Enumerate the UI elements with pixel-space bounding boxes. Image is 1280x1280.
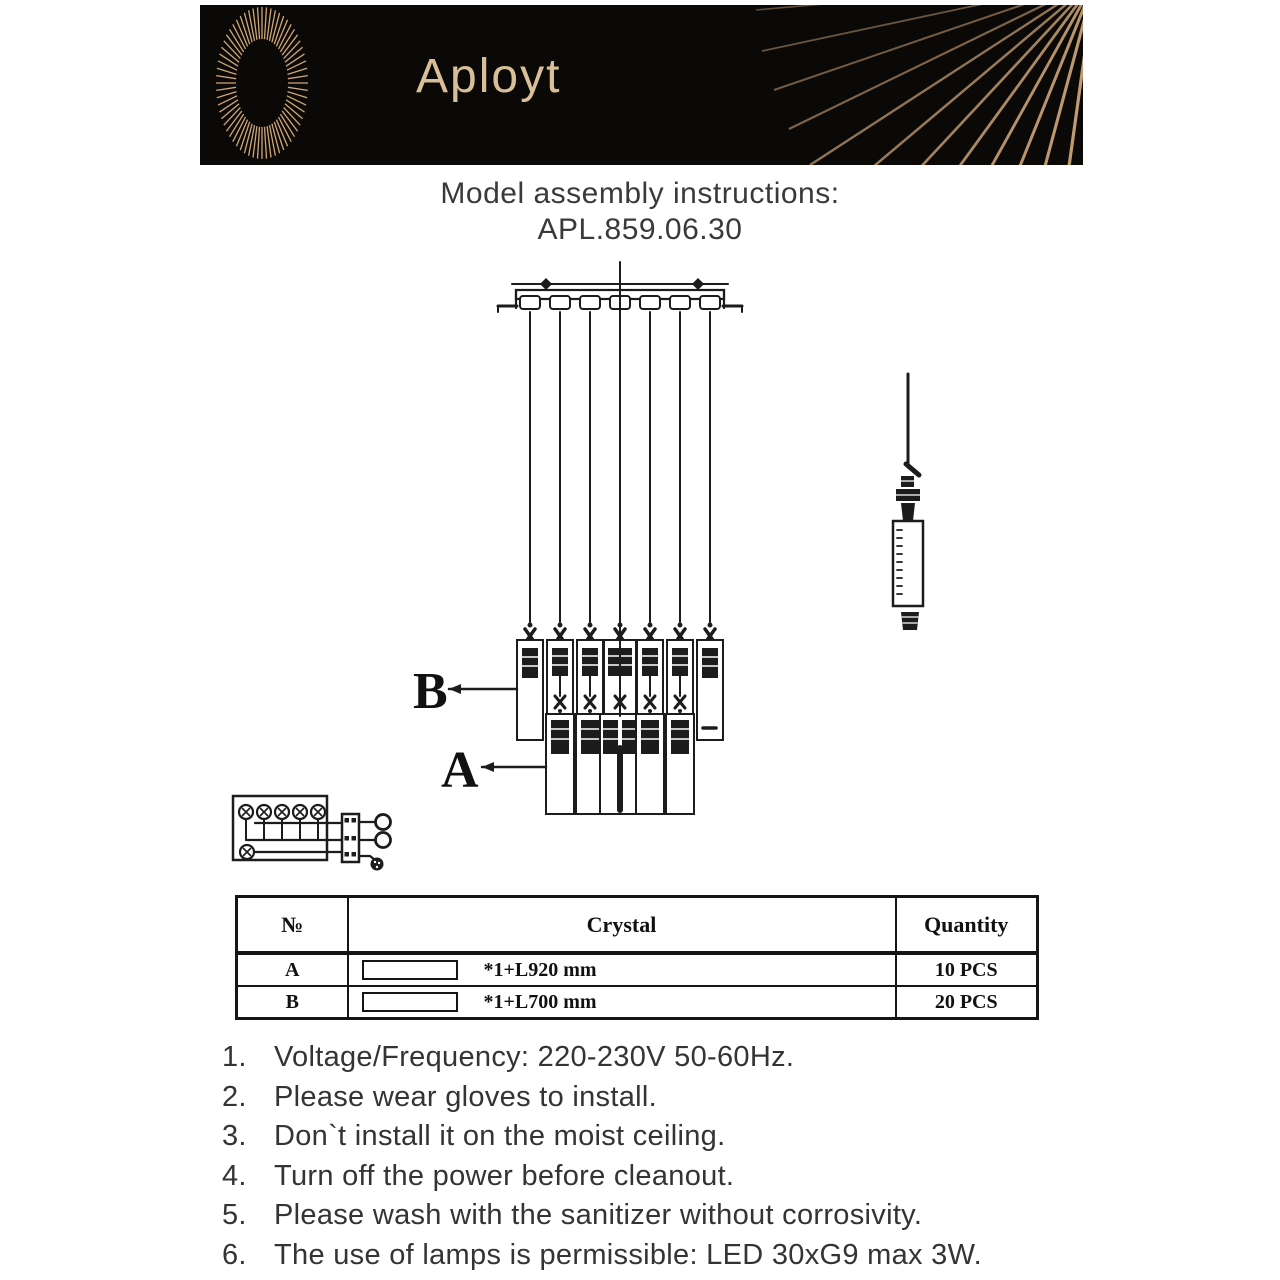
column-header-quantity: Quantity bbox=[896, 897, 1038, 954]
item-number: 3. bbox=[222, 1120, 247, 1153]
item-number: 4. bbox=[222, 1159, 247, 1192]
table-row bbox=[237, 986, 1038, 1019]
list-item bbox=[222, 1078, 1102, 1118]
parts-table bbox=[235, 895, 1039, 1020]
item-text: Voltage/Frequency: 220-230V 50-60Hz. bbox=[274, 1041, 795, 1073]
part-label-a: A bbox=[441, 742, 479, 799]
item-number: 5. bbox=[222, 1199, 247, 1232]
list-item bbox=[222, 1117, 1102, 1157]
leader-arrow-b bbox=[449, 684, 461, 694]
part-quantity: 10 PCS bbox=[896, 953, 1038, 986]
item-text: Please wear gloves to install. bbox=[274, 1080, 657, 1113]
part-letter: A bbox=[237, 953, 348, 986]
leader-arrow-a bbox=[482, 762, 494, 772]
brand-logo-text: Aployt bbox=[416, 50, 562, 103]
item-text: The use of lamps is permissible: LED 30xG9 max 3W. bbox=[274, 1238, 983, 1271]
instructions-list bbox=[222, 1038, 1102, 1276]
table-header-row bbox=[237, 897, 1038, 954]
dimension-arrow-right bbox=[692, 278, 704, 290]
list-item bbox=[222, 1196, 1102, 1236]
list-item bbox=[222, 1038, 1102, 1078]
item-number: 2. bbox=[222, 1080, 247, 1113]
crystal-size: *1+L700 mm bbox=[483, 990, 597, 1013]
list-item bbox=[222, 1236, 1102, 1276]
list-item bbox=[222, 1157, 1102, 1197]
dimension-arrow-left bbox=[540, 278, 552, 290]
page-title: Model assembly instructions: bbox=[440, 177, 840, 210]
column-header-crystal: Crystal bbox=[348, 897, 896, 954]
part-letter: B bbox=[237, 986, 348, 1019]
wiring-diagram bbox=[233, 796, 391, 871]
model-number: APL.859.06.30 bbox=[537, 213, 743, 246]
table-row bbox=[237, 953, 1038, 986]
item-number: 1. bbox=[222, 1041, 247, 1073]
crystal-shape-icon bbox=[362, 960, 458, 980]
item-text: Don`t install it on the moist ceiling. bbox=[274, 1120, 726, 1153]
part-label-b: B bbox=[413, 663, 448, 720]
item-number: 6. bbox=[222, 1238, 247, 1271]
item-text: Please wash with the sanitizer without corrosivity. bbox=[274, 1199, 923, 1232]
pendant-detail-drawing bbox=[893, 374, 923, 630]
crystal-size: *1+L920 mm bbox=[483, 958, 597, 981]
column-header-number: № bbox=[237, 897, 348, 954]
part-quantity: 20 PCS bbox=[896, 986, 1038, 1019]
chandelier-drawing bbox=[413, 262, 742, 814]
item-text: Turn off the power before cleanout. bbox=[274, 1159, 735, 1192]
crystal-shape-icon bbox=[362, 992, 458, 1012]
